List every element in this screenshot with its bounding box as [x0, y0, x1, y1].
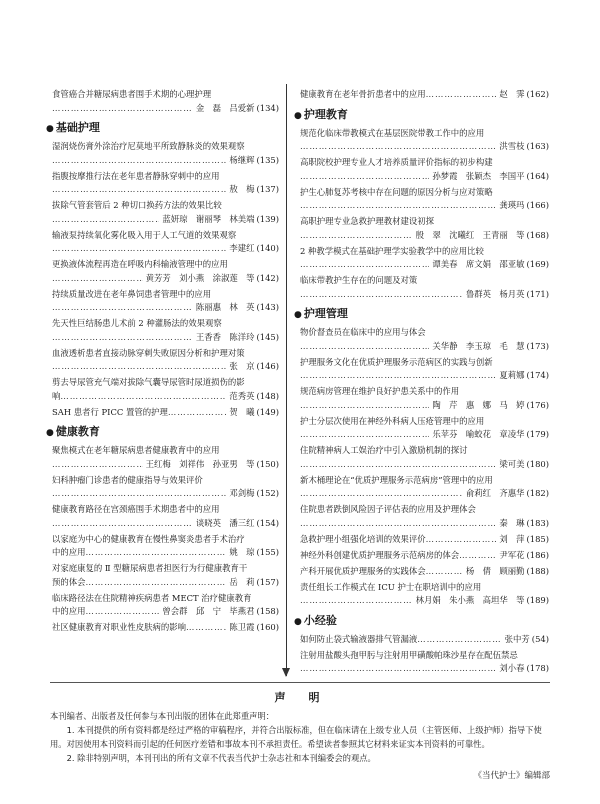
entry-meta	[52, 517, 279, 531]
leader-dots	[426, 88, 497, 102]
section-label: 护理教育	[303, 107, 348, 121]
toc-entry	[52, 317, 279, 344]
entry-title: 住院患者跌倒风险因子评估表的应用及护理体会	[300, 504, 476, 514]
entry-meta	[52, 406, 279, 420]
entry-meta	[52, 102, 279, 116]
leader-dots	[52, 360, 226, 374]
bullet-icon: ●	[46, 428, 54, 438]
entry-authors: 乐苹芬 喻蛟花 章凌华	[432, 429, 525, 439]
entry-meta	[300, 633, 549, 647]
entry-page: (186)	[526, 549, 549, 560]
entry-title: 注射用盐酸头孢甲肟与注射用甲磺酸帕珠沙星存在配伍禁忌	[300, 649, 518, 660]
entry-meta	[300, 549, 549, 563]
entry-page: (152)	[256, 488, 279, 498]
entry-title: 高职护理专业急救护理教材建设初探	[300, 216, 434, 226]
entry-title: 健康教育在老年骨折患者中的应用	[300, 89, 426, 99]
entry-meta	[300, 594, 549, 608]
toc-entry	[52, 88, 279, 115]
entry-authors: 曾会群 邱 宁 毕燕君	[162, 606, 255, 616]
entry-title: 血液透析患者直接动脉穿刺失败原因分析和护理对策	[52, 347, 245, 358]
toc-entry	[300, 533, 549, 547]
leader-dots	[52, 183, 226, 197]
entry-page: (174)	[526, 370, 549, 380]
entry-title: 以家庭为中心的健康教育在慢性鼻窦炎患者手术治疗	[52, 533, 245, 544]
entry-authors: 金 磊 吕爱新	[195, 102, 255, 113]
entry-authors: 杨继辉	[229, 154, 255, 165]
entry-meta	[300, 533, 549, 547]
entry-title: 对家庭康复的 Ⅱ 型糖尿病患者担医行为行健康教育干	[52, 563, 248, 573]
entry-meta	[300, 258, 549, 272]
entry-meta	[300, 487, 549, 501]
entry-page: (143)	[256, 302, 279, 312]
entry-page: (157)	[256, 576, 279, 587]
toc-entry	[300, 444, 549, 471]
entry-page: (164)	[526, 170, 549, 181]
entry-authors: 洪雪枝	[499, 141, 525, 151]
entry-page: (188)	[526, 565, 549, 576]
toc-entry	[52, 229, 279, 256]
column-divider	[286, 84, 287, 676]
entry-meta	[300, 340, 549, 354]
entry-page: (140)	[256, 243, 279, 253]
entry-page: (137)	[256, 184, 279, 194]
toc-entry	[300, 549, 549, 563]
leader-dots	[300, 399, 429, 413]
entry-title: 护理服务文化在优质护理服务示范病区的实践与创新	[300, 356, 493, 367]
bullet-icon: ●	[294, 310, 302, 320]
entry-title: 指腹按摩推行法在老年患者静脉穿刺中的应用	[52, 170, 220, 181]
entry-page: (162)	[526, 89, 549, 99]
leader-dots	[86, 546, 227, 560]
toc-entry	[300, 474, 549, 501]
leader-dots	[300, 517, 496, 531]
entry-title: 健康教育路径在宫颈癌围手术期患者中的应用	[52, 504, 220, 514]
entry-meta	[300, 229, 549, 243]
toc-entry	[300, 215, 549, 242]
entry-meta	[52, 272, 279, 286]
entry-authors: 谭美春 席文娟 邵亚敏	[432, 259, 525, 269]
leader-dots	[186, 621, 226, 635]
entry-meta	[300, 369, 549, 383]
entry-meta	[52, 621, 279, 635]
bullet-icon: ●	[294, 616, 302, 627]
entry-meta	[300, 140, 549, 154]
entry-authors: 林月娟 朱小燕 高坦华 等	[415, 595, 525, 605]
entry-page: (176)	[526, 399, 549, 410]
entry-title: 物价督查员在临床中的应用与体会	[300, 327, 426, 337]
entry-title: 神经外科创建优质护理服务示范病房的体会	[300, 549, 460, 560]
toc-entry	[300, 633, 549, 647]
entry-page: (171)	[526, 288, 549, 299]
entry-title: 湿润烧伤膏外涂治疗尼莫地平所致静脉炎的效果观察	[52, 141, 245, 151]
section-heading	[46, 121, 279, 136]
entry-authors: 陈卫霞	[229, 622, 255, 632]
section-label: 小经验	[303, 613, 337, 627]
entry-authors: 刘小春	[499, 663, 525, 673]
toc-entry	[300, 415, 549, 442]
entry-authors: 夏莉娜	[499, 370, 525, 380]
entry-authors: 杨 倩 顾丽勤	[465, 565, 525, 576]
entry-meta	[300, 428, 549, 442]
entry-authors: 岳 莉	[229, 576, 255, 587]
entry-meta	[52, 331, 279, 345]
leader-dots	[60, 390, 226, 404]
entry-page: (168)	[526, 229, 549, 240]
section-heading	[46, 425, 279, 440]
entry-authors: 敖 梅	[229, 184, 255, 194]
entry-title: 护生心肺复苏考核中存在问题的原因分析与应对策略	[300, 186, 493, 197]
leader-dots	[459, 549, 496, 563]
entry-meta	[300, 88, 549, 102]
entry-title: 规范化临床带教模式在基层医院带教工作中的应用	[300, 127, 485, 138]
statement-item: 1. 本刊提供的所有资料都是经过严格的审稿程序，并符合出版标准，但在临床请在上级专业人员（主管医师、上级护师）指导下使用。对因使用本刊资料而引起的任何医疗差错和事故本刊不承担责任。希望读者参照其它材料来证实本刊资料的可靠性。	[50, 725, 542, 749]
entry-title: 新木桶理论在“优质护理服务示范病房”管理中的应用	[300, 474, 493, 485]
toc-entry	[52, 592, 279, 619]
statement-intro: 本刊编者、出版者及任何参与本刊出版的团体在此郑重声明：	[50, 711, 275, 721]
entry-page: (158)	[256, 606, 279, 616]
entry-authors: 王香香 陈洋玲	[195, 331, 255, 342]
entry-page: (179)	[526, 429, 549, 439]
entry-meta	[52, 183, 279, 197]
entry-page: (183)	[526, 517, 549, 528]
entry-page: (54)	[531, 633, 549, 644]
leader-dots	[52, 517, 193, 531]
entry-page: (185)	[526, 533, 549, 544]
entry-meta	[300, 565, 549, 579]
entry-title: 社区健康教育对职业性皮肤病的影响	[52, 622, 186, 632]
leader-dots	[300, 199, 496, 213]
toc-entry	[52, 503, 279, 530]
entry-title-continued: 预的体会	[52, 576, 86, 587]
leader-dots	[52, 102, 193, 116]
toc-left-column	[46, 88, 279, 637]
arrow-down-icon	[282, 668, 290, 677]
leader-dots	[52, 331, 193, 345]
entry-page: (154)	[256, 517, 279, 528]
entry-title: 产科开展优质护理服务的实践体会	[300, 565, 426, 576]
entry-meta	[300, 399, 549, 413]
entry-title-continued: 响	[52, 390, 61, 401]
entry-authors: 陶 芹 惠 娜 马 婷	[432, 399, 525, 410]
entry-meta	[300, 199, 549, 213]
entry-page: (145)	[256, 331, 279, 342]
section-label: 护理管理	[303, 307, 348, 320]
toc-entry	[52, 621, 279, 635]
entry-title: 高职院校护理专业人才培养质量评价指标的初步构建	[300, 157, 493, 167]
leader-dots	[52, 487, 226, 501]
entry-meta	[52, 390, 279, 404]
leader-dots	[52, 242, 226, 256]
toc-entry	[52, 199, 279, 226]
entry-title: 护士分层次使用在神经外科病人压疮管理中的应用	[300, 415, 485, 426]
statement-heading: 声 明	[274, 691, 326, 704]
entry-authors: 陈丽惠 林 英	[195, 302, 255, 312]
entry-page: (149)	[256, 406, 279, 417]
leader-dots	[300, 170, 429, 184]
entry-authors: 梁可美	[499, 458, 525, 469]
entry-meta	[300, 662, 549, 676]
entry-title: 如何防止袋式输液器排气管漏液	[300, 633, 418, 644]
entry-meta	[52, 546, 279, 560]
leader-dots	[300, 288, 463, 302]
entry-authors: 范秀英	[229, 390, 255, 401]
entry-authors: 谈晓英 潘三红	[195, 517, 255, 528]
leader-dots	[86, 576, 227, 590]
leader-dots	[300, 662, 496, 676]
entry-meta	[300, 288, 549, 302]
entry-title: 更换液体流程再造在呼吸内科输液管理中的应用	[52, 259, 228, 269]
toc-entry	[300, 356, 549, 383]
leader-dots	[86, 605, 160, 619]
statement-item: 2. 除非特别声明，本刊刊出的所有文章不代表当代护士杂志社和本刊编委会的观点。	[66, 753, 376, 763]
entry-meta	[52, 154, 279, 168]
toc-entry	[52, 533, 279, 560]
entry-authors: 殷 翠 沈曦红 王青丽 等	[415, 229, 525, 240]
entry-authors: 姚 琼	[229, 547, 255, 557]
toc-entry	[52, 562, 279, 589]
toc-right-column	[294, 88, 549, 678]
entry-meta	[52, 213, 279, 227]
leader-dots	[52, 213, 159, 227]
leader-dots	[300, 428, 429, 442]
entry-meta	[300, 458, 549, 472]
entry-authors: 张 京	[229, 361, 255, 371]
entry-page: (146)	[256, 361, 279, 371]
entry-meta	[300, 517, 549, 531]
entry-title: 输液泵持续氧化雾化吸入用于人工气道的效果观察	[52, 229, 237, 240]
entry-meta	[52, 301, 279, 315]
entry-title: 剪去导尿管充气端对拔除气囊导尿管时尿道损伤的影	[52, 377, 245, 387]
section-label: 健康教育	[55, 425, 100, 438]
entry-authors: 李建红	[229, 243, 255, 253]
horizontal-rule	[50, 682, 550, 683]
entry-page: (142)	[256, 272, 279, 283]
section-heading	[294, 614, 549, 629]
entry-page: (166)	[526, 200, 549, 210]
entry-authors: 刘 萍	[499, 533, 525, 544]
entry-authors: 张中芳	[504, 633, 530, 644]
bullet-icon: ●	[294, 110, 302, 121]
toc-entry	[52, 140, 279, 167]
entry-page: (148)	[256, 390, 279, 401]
leader-dots	[300, 140, 496, 154]
entry-title-continued: 中的应用	[52, 606, 86, 616]
entry-title: 住院精神病人工娱治疗中引入激励机制的探讨	[300, 445, 468, 455]
entry-authors: 尹军花	[499, 549, 525, 560]
toc-entry	[52, 170, 279, 197]
toc-entry	[52, 376, 279, 403]
entry-authors: 孙梦霞 张颖杰 李国平	[432, 170, 525, 181]
entry-authors: 秦 琳	[499, 517, 525, 528]
entry-title: 临床带教护生存在的问题及对策	[300, 275, 418, 285]
toc-entry	[300, 581, 549, 608]
entry-title: 临床路径法在住院精神疾病患者 MECT 治疗健康教育	[52, 592, 252, 603]
toc-entry	[52, 406, 279, 420]
leader-dots	[168, 406, 227, 420]
entry-authors: 王红梅 刘祥伟 孙亚男 等	[145, 458, 255, 469]
entry-authors: 龚瑛玛	[499, 200, 525, 210]
entry-page: (134)	[256, 102, 279, 113]
entry-page: (169)	[526, 259, 549, 269]
entry-page: (135)	[256, 154, 279, 165]
entry-authors: 鲁群英 杨月英	[465, 288, 525, 299]
leader-dots	[52, 272, 143, 286]
toc-entry	[300, 503, 549, 530]
leader-dots	[300, 487, 463, 501]
leader-dots	[426, 565, 463, 579]
leader-dots	[300, 229, 413, 243]
leader-dots	[52, 301, 193, 315]
toc-entry	[300, 186, 549, 213]
entry-title: 先天性巨结肠患儿术前 2 种灌肠法的效果观察	[52, 318, 222, 328]
entry-page: (182)	[526, 488, 549, 498]
entry-page: (163)	[526, 141, 549, 151]
entry-title: 责任组长工作模式在 ICU 护士在职培训中的应用	[300, 581, 482, 592]
entry-page: (180)	[526, 458, 549, 469]
entry-title: 持续质量改进在老年鼻饲患者管理中的应用	[52, 288, 212, 299]
entry-authors: 黄芳芳 刘小燕 涂淑莲 等	[145, 272, 255, 283]
entry-page: (155)	[256, 547, 279, 557]
entry-title: 聚焦模式在老年糖尿病患者健康教育中的应用	[52, 445, 220, 455]
section-heading	[294, 307, 549, 322]
entry-meta	[300, 170, 549, 184]
entry-page: (150)	[256, 458, 279, 469]
section-heading	[294, 108, 549, 123]
leader-dots	[300, 340, 429, 354]
entry-meta	[52, 242, 279, 256]
entry-page: (178)	[526, 663, 549, 673]
entry-title: 2 种教学模式在基础护理学实验教学中的应用比较	[300, 245, 484, 256]
entry-meta	[52, 605, 279, 619]
entry-title: SAH 患者行 PICC 置管的护理	[52, 406, 168, 417]
leader-dots	[52, 154, 226, 168]
toc-entry	[300, 156, 549, 183]
entry-authors: 关华静 李玉琼 毛 慧	[432, 340, 525, 351]
entry-title: 妇科肿瘤门诊患者的健康指导与效果评价	[52, 474, 203, 485]
entry-title: 拔除气管套管后 2 种切口换药方法的效果比较	[52, 200, 222, 210]
entry-authors: 贺 曦	[229, 406, 255, 417]
leader-dots	[426, 533, 497, 547]
section-label: 基础护理	[55, 121, 100, 134]
toc-entry	[300, 326, 549, 353]
entry-authors: 赵 霁	[499, 89, 525, 99]
entry-title-continued: 中的应用	[52, 547, 86, 557]
entry-title: 规范病房管理在维护良好护患关系中的作用	[300, 386, 460, 396]
entry-title: 食管癌合并糖尿病患者围手术期的心理护理	[52, 89, 212, 99]
leader-dots	[52, 458, 143, 472]
toc-entry	[300, 245, 549, 272]
leader-dots	[300, 458, 496, 472]
toc-entry	[52, 258, 279, 285]
toc-entry	[52, 288, 279, 315]
leader-dots	[300, 258, 429, 272]
toc-entry	[52, 347, 279, 374]
entry-authors: 蓝妍琼 谢丽琴 林美端	[162, 213, 255, 224]
entry-meta	[52, 576, 279, 590]
entry-authors: 俞莉红 齐惠华	[465, 488, 525, 498]
toc-entry	[300, 274, 549, 301]
entry-meta	[52, 360, 279, 374]
entry-page: (173)	[526, 340, 549, 351]
leader-dots	[300, 369, 496, 383]
entry-meta	[52, 487, 279, 501]
statement-section	[50, 682, 550, 781]
entry-authors: 邓剑梅	[229, 488, 255, 498]
entry-page: (160)	[256, 622, 279, 632]
toc-entry	[300, 127, 549, 154]
leader-dots	[417, 633, 501, 647]
toc-entry	[52, 444, 279, 471]
leader-dots	[300, 594, 413, 608]
bullet-icon: ●	[46, 124, 54, 134]
entry-page: (189)	[526, 595, 549, 605]
statement-signature: 《当代护士》编辑部	[473, 771, 550, 781]
toc-entry	[300, 88, 549, 102]
toc-entry	[300, 565, 549, 579]
entry-page: (139)	[256, 213, 279, 224]
toc-entry	[52, 474, 279, 501]
toc-entry	[300, 385, 549, 412]
entry-meta	[52, 458, 279, 472]
entry-title: 急救护理小组强化培训的效果评价	[300, 533, 426, 544]
toc-entry	[300, 649, 549, 676]
